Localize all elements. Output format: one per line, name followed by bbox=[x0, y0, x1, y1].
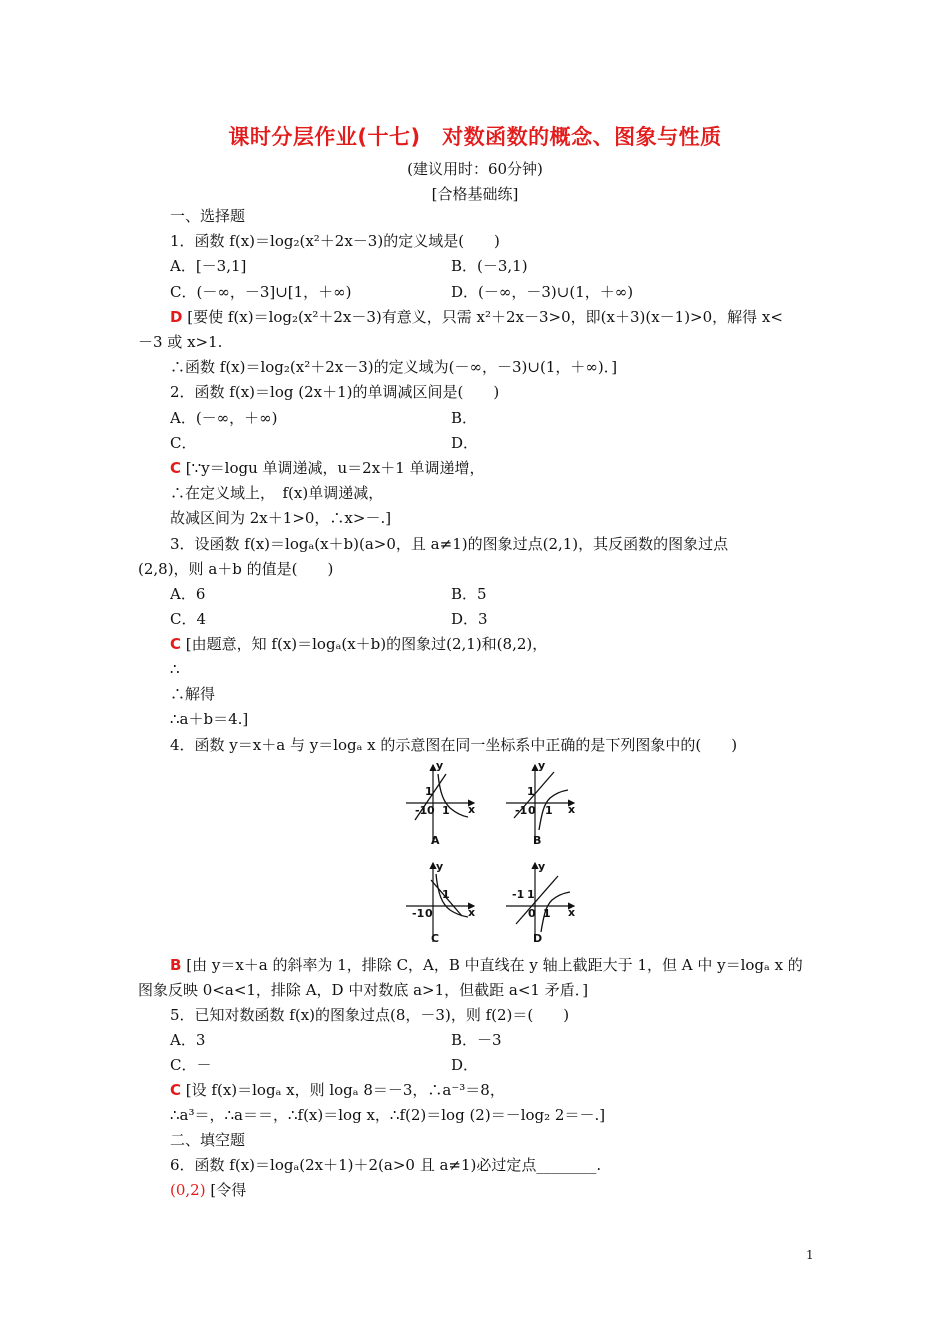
part1-heading: 一、选择题 bbox=[170, 207, 246, 225]
graph-c-label: C bbox=[431, 932, 440, 945]
q2-option-b: B． bbox=[451, 409, 478, 427]
q3-stem-1: 3．设函数 f(x)＝logₐ(x＋b)(a>0，且 a≠1)的图象过点(2,1)，其反函数的图象过点 bbox=[170, 535, 729, 553]
q2-option-a: A．(－∞，＋∞) bbox=[170, 409, 278, 427]
q1-explanation-3: ∴函数 f(x)＝log₂(x²＋2x－3)的定义域为(－∞，－3)∪(1，＋∞)．] bbox=[170, 358, 618, 376]
q2-answer: C bbox=[170, 459, 182, 477]
graph-c-origin: 0 bbox=[425, 907, 433, 920]
q6-answer: (0,2) bbox=[170, 1181, 206, 1199]
q6-stem: 6．函数 f(x)＝logₐ(2x＋1)＋2(a>0 且 a≠1)必过定点________. bbox=[170, 1156, 602, 1174]
q1-explanation-1: [要使 f(x)＝log₂(x²＋2x－3)有意义，只需 x²＋2x－3>0，即(x＋3)(x－1)>0，解得 x< bbox=[187, 308, 783, 326]
graph-c-tick-neg1: -1 bbox=[412, 907, 425, 920]
q5-stem: 5．已知对数函数 f(x)的图象过点(8，－3)，则 f(2)＝( ) bbox=[170, 1006, 570, 1024]
q6-explanation-1: [令得 bbox=[210, 1181, 247, 1199]
graph-c bbox=[402, 858, 482, 952]
time-note: (建议用时：60分钟) bbox=[407, 160, 543, 178]
q5-option-a: A．3 bbox=[170, 1031, 206, 1049]
q3-option-a: A．6 bbox=[170, 585, 206, 603]
graph-a-y-label: y bbox=[436, 760, 444, 772]
q3-answer: C bbox=[170, 635, 182, 653]
q1-option-c: C．(－∞，－3]∪[1，＋∞) bbox=[170, 283, 352, 301]
q3-option-d: D．3 bbox=[451, 610, 488, 628]
q5-option-b: B．－3 bbox=[451, 1031, 502, 1049]
q3-option-b: B．5 bbox=[451, 585, 487, 603]
q4-answer: B bbox=[170, 956, 182, 974]
graph-d-tick-1x: 1 bbox=[543, 907, 551, 920]
q5-explanation-2: ∴a³＝，∴a＝＝，∴f(x)＝log x，∴f(2)＝log (2)＝－log₂ 2＝－.] bbox=[170, 1106, 606, 1124]
graph-c-tick-1: 1 bbox=[442, 888, 450, 901]
graph-b-label: B bbox=[533, 834, 542, 847]
graph-d-x-label: x bbox=[568, 906, 576, 919]
q1-explanation-2: －3 或 x>1. bbox=[138, 333, 223, 351]
q2-option-d: D． bbox=[451, 434, 479, 452]
graph-d-y-label: y bbox=[538, 860, 546, 873]
graph-d-tick-1: 1 bbox=[527, 888, 535, 901]
graph-a-x-label: x bbox=[468, 803, 476, 816]
q1-option-b: B．(－3,1) bbox=[451, 257, 528, 275]
q1-option-a: A．[－3,1] bbox=[170, 257, 247, 275]
graph-c-y-label: y bbox=[436, 860, 444, 873]
q4-explanation-2: 图象反映 0<a<1，排除 A，D 中对数底 a>1，但截距 a<1 矛盾．] bbox=[138, 981, 589, 999]
graph-b-origin: 0 bbox=[528, 804, 536, 817]
graph-d bbox=[502, 858, 582, 952]
q3-explanation-2: ∴ bbox=[170, 660, 180, 678]
graph-d-tick-neg1: -1 bbox=[512, 888, 525, 901]
section-label: [合格基础练] bbox=[431, 185, 519, 203]
graph-b-tick-1: 1 bbox=[527, 785, 535, 798]
graph-d-label: D bbox=[533, 932, 543, 945]
q3-explanation-1: [由题意，知 f(x)＝logₐ(x＋b)的图象过(2,1)和(8,2)， bbox=[185, 635, 548, 653]
graph-b-y-label: y bbox=[538, 760, 546, 772]
page-number: 1 bbox=[806, 1248, 814, 1262]
q1-option-d: D．(－∞，－3)∪(1，＋∞) bbox=[451, 283, 634, 301]
q2-explanation-3: 故减区间为 2x＋1>0，∴x>－.] bbox=[170, 509, 392, 527]
graph-b-x-label: x bbox=[568, 803, 576, 816]
q2-stem: 2．函数 f(x)＝log (2x＋1)的单调减区间是( ) bbox=[170, 383, 500, 401]
part2-heading: 二、填空题 bbox=[170, 1131, 246, 1149]
q4-stem: 4．函数 y＝x＋a 与 y＝logₐ x 的示意图在同一坐标系中正确的是下列图象中的( ) bbox=[170, 736, 738, 754]
q5-option-c: C．－ bbox=[170, 1056, 212, 1074]
graph-b-tick-1x: 1 bbox=[545, 804, 553, 817]
q5-option-d: D． bbox=[451, 1056, 479, 1074]
q1-stem: 1．函数 f(x)＝log₂(x²＋2x－3)的定义域是( ) bbox=[170, 232, 500, 250]
graph-d-origin: 0 bbox=[528, 907, 536, 920]
graph-a-tick-1x: 1 bbox=[442, 804, 450, 817]
q1-answer: D bbox=[170, 308, 183, 326]
q3-explanation-4: ∴a＋b＝4.] bbox=[170, 710, 249, 728]
q5-explanation-1: [设 f(x)＝logₐ x，则 logₐ 8＝－3，∴a⁻³＝8， bbox=[185, 1081, 505, 1099]
q4-explanation-1: [由 y＝x＋a 的斜率为 1，排除 C，A，B 中直线在 y 轴上截距大于 1，但 A 中 y＝logₐ x 的 bbox=[186, 956, 803, 974]
graph-a-tick-1: 1 bbox=[425, 785, 433, 798]
graph-c-x-label: x bbox=[468, 906, 476, 919]
graph-a-label: A bbox=[431, 834, 440, 847]
graph-a bbox=[402, 760, 482, 854]
q3-explanation-3: ∴解得 bbox=[170, 685, 216, 703]
q2-explanation-2: ∴在定义域上， f(x)单调递减， bbox=[170, 484, 384, 502]
q2-option-c: C． bbox=[170, 434, 197, 452]
q3-stem-2: (2,8)，则 a＋b 的值是( ) bbox=[138, 560, 334, 578]
graph-b bbox=[502, 760, 582, 854]
q3-option-c: C．4 bbox=[170, 610, 207, 628]
page-title: 课时分层作业(十七) 对数函数的概念、图象与性质 bbox=[228, 125, 722, 149]
graph-a-tick-neg1: -1 bbox=[415, 804, 428, 817]
q5-answer: C bbox=[170, 1081, 182, 1099]
q2-explanation-1: [∵y＝logu 单调递减，u＝2x＋1 单调递增， bbox=[185, 459, 485, 477]
graph-b-tick-neg1: -1 bbox=[515, 804, 528, 817]
graph-a-origin: 0 bbox=[427, 804, 435, 817]
